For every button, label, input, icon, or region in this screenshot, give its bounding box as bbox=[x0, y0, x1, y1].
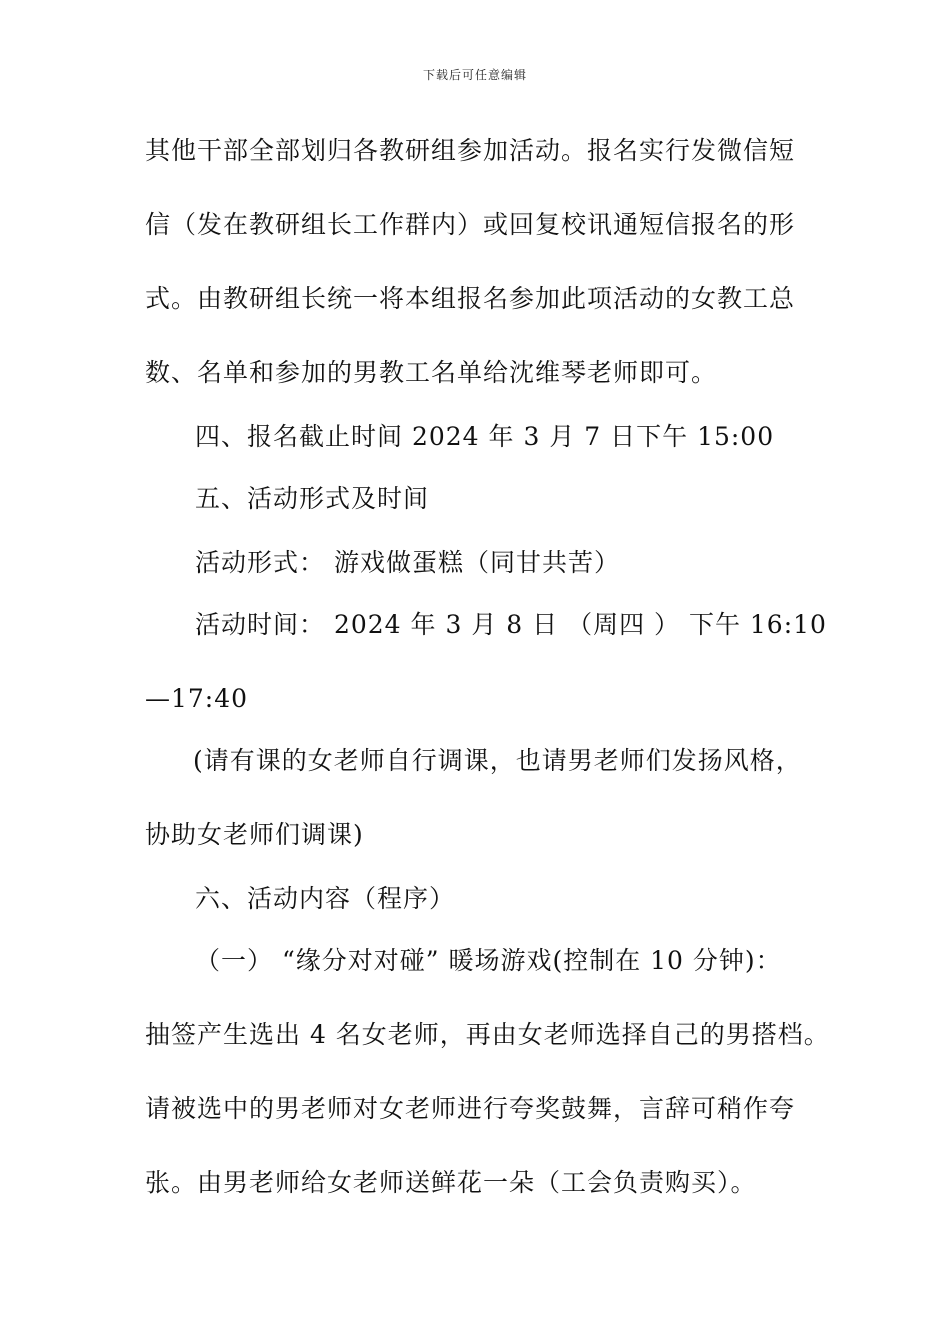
note-line-1: (请有课的女老师自行调课，也请男老师们发扬风格， bbox=[193, 746, 802, 775]
activity-time-end: —17:40 bbox=[145, 684, 249, 713]
activity-time: 活动时间： 2024 年 3 月 8 日 （周四 ） 下午 16:10 bbox=[195, 610, 827, 639]
activity-form: 活动形式： 游戏做蛋糕（同甘共苦） bbox=[195, 548, 620, 577]
section-six-heading: 六、活动内容（程序） bbox=[195, 884, 456, 913]
game-one-line-1: 抽签产生选出 4 名女老师，再由女老师选择自己的男搭档。 bbox=[145, 1020, 830, 1049]
game-one-line-2: 请被选中的男老师对女老师进行夸奖鼓舞，言辞可稍作夸 bbox=[145, 1094, 796, 1123]
page-header: 下载后可任意编辑 bbox=[422, 68, 527, 82]
section-five-heading: 五、活动形式及时间 bbox=[195, 484, 430, 513]
section-four-deadline: 四、报名截止时间 2024 年 3 月 7 日下午 15:00 bbox=[195, 422, 775, 451]
body-line-3: 式。由教研组长统一将本组报名参加此项活动的女教工总 bbox=[145, 284, 796, 313]
note-line-2: 协助女老师们调课) bbox=[145, 820, 364, 849]
body-line-4: 数、名单和参加的男教工名单给沈维琴老师即可。 bbox=[145, 358, 718, 387]
game-one-heading: （一） “缘分对对碰” 暖场游戏(控制在 10 分钟)： bbox=[195, 946, 782, 975]
body-line-1: 其他干部全部划归各教研组参加活动。报名实行发微信短 bbox=[145, 136, 796, 165]
body-line-2: 信（发在教研组长工作群内）或回复校讯通短信报名的形 bbox=[145, 210, 796, 239]
game-one-line-3: 张。由男老师给女老师送鲜花一朵（工会负责购买）。 bbox=[145, 1168, 757, 1197]
